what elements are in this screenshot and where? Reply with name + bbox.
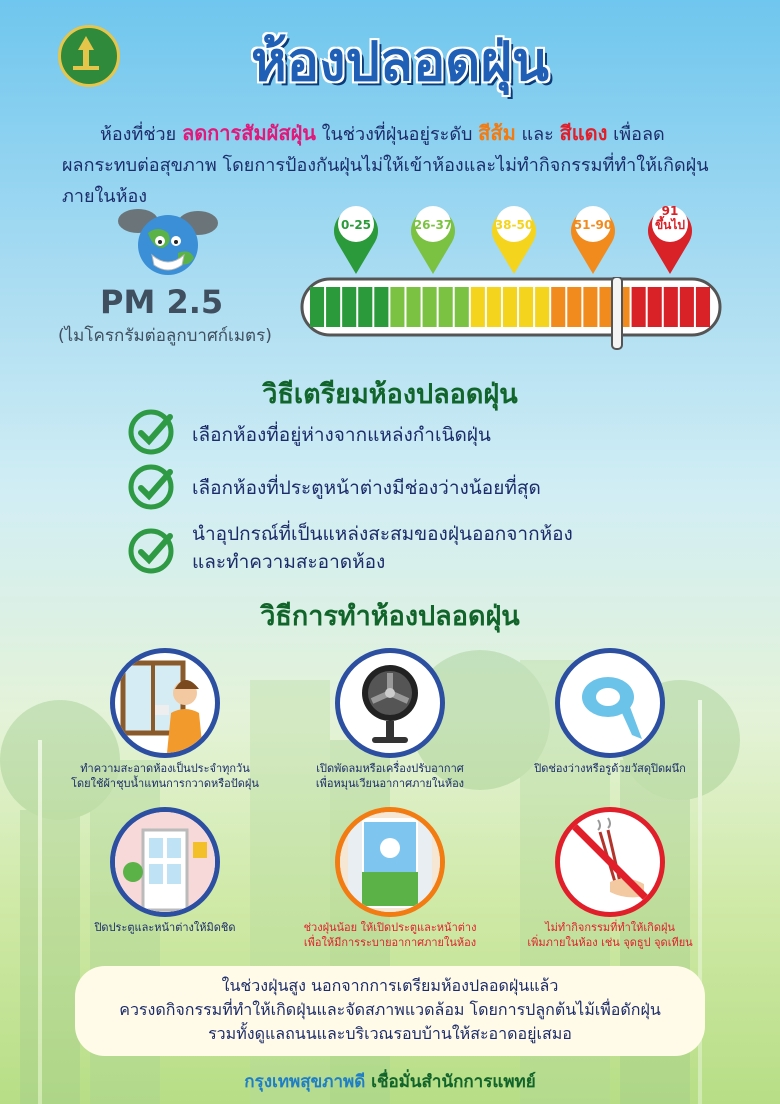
how-card-line1: ปิดประตูและหน้าต่างให้มิดชิด [94,921,236,934]
prep-step-text: เลือกห้องที่ประตูหน้าต่างมีช่องว่างน้อยที่สุด [192,477,541,499]
gauge-segment [374,287,388,327]
pm-level-range-line1: 26-37 [413,218,453,232]
gauge-segment [567,287,581,327]
gauge-segment [487,287,501,327]
prep-step-text-line1: นำอุปกรณ์ที่เป็นแหล่งสะสมของฝุ่นออกจากห้อง [192,523,573,545]
earth-with-mask-icon [118,203,218,283]
pm-level-range-line1: 91 [661,204,679,218]
bma-logo [58,25,120,87]
gauge-segment [471,287,485,327]
open-window-icon [335,807,445,917]
gauge-segment [519,287,533,327]
pm-level-pin [327,196,385,276]
gauge-segment [406,287,420,327]
prep-step-text: เลือกห้องที่อยู่ห่างจากแหล่งกำเนิดฝุ่น [192,424,491,446]
how-card-text [510,761,710,776]
gauge-segment [390,287,404,327]
footer-slogan [0,1068,780,1095]
prep-step-text-line2: และทำความสะอาดห้อง [192,551,386,573]
how-card-line1: ช่วงฝุ่นน้อย ให้เปิดประตูและหน้าต่าง [303,921,477,934]
how-card-line1: ปิดช่องว่างหรือรูด้วยวัสดุปิดผนึก [534,762,686,775]
advice-line-2: ควรงดกิจกรรมที่ทำให้เกิดฝุ่นและจัดสภาพแวดล้อม โดยการปลูกต้นไม้เพื่อดักฝุ่น [119,1000,661,1019]
how-card-line1: เปิดพัดลมหรือเครื่องปรับอากาศ [316,762,464,775]
footer-slogan-part2: เชื่อมั่นสำนักการแพทย์ [365,1072,536,1092]
how-card-text [65,920,265,935]
gauge-segment [632,287,646,327]
pm-level-pin [404,196,462,276]
pm-level-pin [641,196,699,276]
how-card-clean [65,648,265,798]
how-card-text [290,920,490,950]
how-card-text [510,920,710,950]
gauge-segment [696,287,710,327]
how-card-no-incense [510,807,710,957]
intro-highlight-orange: สีส้ม [478,121,516,145]
gauge-segment [680,287,694,327]
gauge-segment [535,287,549,327]
gauge-segment [551,287,565,327]
check-icon [126,526,176,576]
pm-level-range [485,218,543,232]
gauge-segment [342,287,356,327]
intro-paragraph [62,118,732,212]
how-card-line1: ไม่ทำกิจกรรมที่ทำให้เกิดฝุ่น [545,921,675,934]
gauge-segment [583,287,597,327]
how-card-line1: ทำความสะอาดห้องเป็นประจำทุกวัน [80,762,250,775]
closed-door-window-icon [110,807,220,917]
gauge-segment [310,287,324,327]
pm-level-pin [564,196,622,276]
how-heading: วิธีการทำห้องปลอดฝุ่น [260,601,520,632]
intro-text: ห้องที่ช่วย [100,124,182,145]
intro-line-2: ผลกระทบต่อสุขภาพ โดยการป้องกันฝุ่นไม่ให้เข้าห้องและไม่ทำกิจกรรมที่ทำให้เกิดฝุ่น [62,155,709,176]
no-incense-icon [555,807,665,917]
gauge-segment [503,287,517,327]
check-icon [126,462,176,512]
gauge-segment [648,287,662,327]
pm-level-range-line1: 0-25 [340,218,372,232]
prep-step-1 [126,407,746,463]
pm-level-range [404,218,462,232]
gauge-segment [664,287,678,327]
prep-step-text [192,520,573,576]
pm25-unit: (ไมโครกรัมต่อลูกบาศก์เมตร) [58,326,272,346]
intro-highlight-reduce-exposure: ลดการสัมผัสฝุ่น [181,121,316,145]
advice-line-3: รวมทั้งดูแลถนนและบริเวณรอบบ้านให้สะอาดอยู่เสมอ [208,1024,572,1043]
intro-text: ในช่วงที่ฝุ่นอยู่ระดับ [315,124,479,145]
gauge-segment [326,287,340,327]
how-card-line2: โดยใช้ผ้าชุบน้ำแทนการกวาดหรือปัดฝุ่น [71,777,259,790]
intro-highlight-red: สีแดง [559,121,608,145]
footer-slogan-part1: กรุงเทพสุขภาพดี [244,1072,366,1092]
how-card-text [290,761,490,791]
advice-box [75,966,705,1056]
how-card-tape [510,648,710,798]
sealing-tape-icon [555,648,665,758]
prep-heading: วิธีเตรียมห้องปลอดฝุ่น [262,379,518,410]
how-card-line2: เพื่อหมุนเวียนอากาศภายในห้อง [315,777,465,790]
gauge-segment [358,287,372,327]
how-card-line2: เพิ่มภายในห้อง เช่น จุดธูป จุดเทียน [527,936,693,949]
how-card-fan [290,648,490,798]
prep-step-3 [126,520,746,580]
pm-level-range [641,204,699,232]
advice-line-1: ในช่วงฝุ่นสูง นอกจากการเตรียมห้องปลอดฝุ่นแล้ว [221,976,559,995]
intro-text: และ [515,124,560,145]
pm-level-range [327,218,385,232]
gauge-segment [439,287,453,327]
pm-level-range-line1: 38-50 [494,218,534,232]
page-title: ห้องปลอดฝุ่น [251,30,549,93]
pm-level-pin [485,196,543,276]
intro-line-3: ภายในห้อง [62,186,148,207]
how-card-line2: เพื่อให้มีการระบายอากาศภายในห้อง [303,936,477,949]
gauge-indicator [612,277,622,349]
electric-fan-icon [335,648,445,758]
prep-step-2 [126,462,746,518]
gauge-segment [455,287,469,327]
pm-level-range [564,218,622,232]
gauge-segment [423,287,437,327]
how-card-close [65,807,265,957]
intro-text: เพื่อลด [607,124,665,145]
how-card-open [290,807,490,957]
how-card-text [65,761,265,791]
pm-level-range-line1: 51-90 [573,218,613,232]
pm25-label: PM 2.5 [100,283,224,321]
cleaning-woman-icon [110,648,220,758]
pm-level-range-line2: ขึ้นไป [654,218,686,232]
check-icon [126,407,176,457]
pm-level-gauge [300,277,722,351]
